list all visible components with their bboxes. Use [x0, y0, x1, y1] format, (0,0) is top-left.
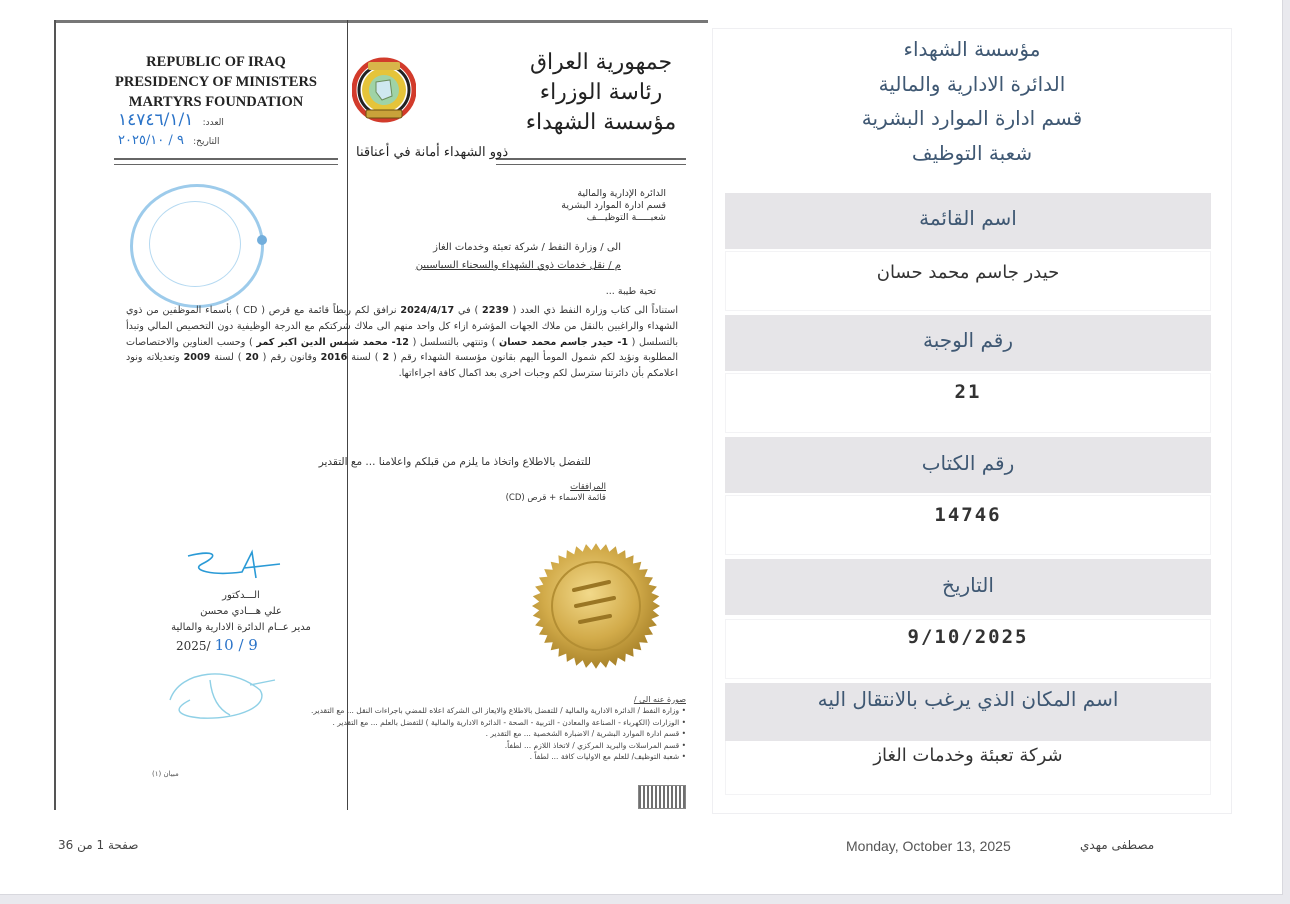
dept-line: الدائرة الإدارية والمالية	[577, 188, 666, 199]
body-text: ) لسنة	[347, 352, 383, 364]
card-header	[713, 29, 1231, 170]
cc-item: • الوزارات (الكهرباء - الصناعة والمعادن - التربية - الصحة - الدائرة الادارية والمالية ) للتفضل بالعلم ... مع التقدير .	[332, 717, 686, 727]
letterhead-ar-line: مؤسسة الشهداء	[525, 110, 677, 135]
greeting: تحية طيبة ...	[605, 286, 656, 297]
page-indicator: صفحة 1 من 36	[58, 838, 139, 852]
letterhead-ar-line: رئاسة الوزراء	[539, 80, 663, 105]
blue-official-stamp	[130, 184, 264, 308]
letter-fold-line	[347, 20, 348, 810]
letter-body	[126, 303, 678, 382]
letterhead-english	[106, 52, 326, 112]
letter-number-label: رقم الكتاب	[725, 437, 1211, 493]
reference-date-handwritten: ٩ / ٢٠٢٥/١٠	[118, 133, 184, 148]
attachments	[396, 482, 606, 504]
reference-number	[118, 110, 298, 130]
card-header-line: شعبة التوظيف	[911, 140, 1033, 165]
signatory-date	[176, 636, 262, 654]
cc-item-text: قسم ادارة الموارد البشرية / الاضبارة الشخصية ... مع التقدير .	[485, 729, 680, 739]
body-law-year: 2016	[320, 352, 348, 364]
info-card	[712, 28, 1232, 814]
body-last-name: 12- محمد شمس الدين اكبر كمر	[256, 336, 409, 348]
list-name-label: اسم القائمة	[725, 193, 1211, 249]
desired-location-label: اسم المكان الذي يرغب بالانتقال اليه	[725, 683, 1211, 741]
body-ref-date: 2024/4/17	[400, 305, 455, 316]
card-header-line: مؤسسة الشهداء	[903, 37, 1041, 61]
body-law2-year: 2009	[183, 352, 211, 364]
reference-number-handwritten: ١٤٧٤٦/١/١	[118, 110, 194, 130]
subject-line: م / نقل خدمات ذوي الشهداء والسجناء السياسيين	[415, 260, 621, 271]
desired-location-value: شركة تعبئة وخدمات الغاز	[725, 741, 1211, 795]
body-text: وقانون رقم (	[258, 352, 321, 364]
header-rule-left	[114, 158, 338, 165]
handwritten-signature	[182, 546, 282, 586]
body-text: ) وحسب العناوين والاختصاصات المطلوبة ونؤيد لكم شمول المومأ اليهم بقانون مؤسسة الشهداء رقم (	[126, 336, 678, 364]
date-value: 9/10/2025	[725, 619, 1211, 679]
attachments-item: قائمة الاسماء + قرص (CD)	[505, 493, 606, 503]
foundation-emblem-logo	[352, 52, 416, 138]
form-number: مبيان (١)	[152, 770, 179, 778]
letter-number-value: 14746	[725, 495, 1211, 555]
scanned-letter	[54, 20, 708, 810]
signatory-position: مدير عــام الدائرة الادارية والمالية	[171, 622, 311, 633]
cc-item: • وزارة النفط / الدائرة الادارية والمالية / للتفضل بالاطلاع والايعاز الى الشركة اعلاه للمضي باجراءات النقل ... مع التقدير.	[311, 706, 686, 716]
header-rule-right	[496, 158, 686, 165]
cc-item-text: الوزارات (الكهرباء - الصناعة والمعادن - التربية - الصحة - الدائرة الادارية والمالية ) للتفضل بالعلم ... مع التقدير .	[332, 717, 680, 727]
cc-item-text: قسم المراسلات والبريد المركزي / لاتخاذ اللازم ... لطفاً.	[504, 740, 680, 750]
letterhead-motto: ذوو الشهداء أمانة في أعناقنا	[356, 145, 509, 160]
signatory-date-handwritten: 10 / 9	[214, 636, 258, 654]
body-text: ) لسنة	[210, 352, 246, 364]
gold-embossed-seal	[514, 540, 678, 672]
closing-line: للتفضل بالاطلاع واتخاذ ما يلزم من قبلكم واعلامنا ... مع التقدير	[318, 456, 591, 468]
issuing-department	[456, 188, 666, 224]
signatory-name: علي هـــادي محسن	[200, 606, 282, 617]
letterhead-en-line: MARTYRS FOUNDATION	[128, 94, 304, 110]
printed-date: Monday, October 13, 2025	[846, 838, 1011, 854]
letterhead-arabic	[511, 48, 691, 138]
body-text: استناداً الى كتاب وزارة النفط ذي العدد (	[508, 305, 678, 316]
date-label: التاريخ	[725, 559, 1211, 615]
reference-date	[118, 133, 298, 148]
letter-top-border	[56, 20, 708, 23]
body-text: ) في	[454, 305, 483, 316]
letterhead-en-line: PRESIDENCY OF MINISTERS	[115, 74, 317, 90]
card-header-line: الدائرة الادارية والمالية	[878, 71, 1066, 96]
signatory-block	[116, 588, 366, 636]
batch-number-value: 21	[725, 373, 1211, 433]
recipient-line: الى / وزارة النفط / شركة تعبئة وخدمات الغاز	[433, 242, 621, 253]
batch-number-label: رقم الوجبة	[725, 315, 1211, 371]
carbon-copy-list	[226, 694, 686, 762]
letterhead-ar-line: جمهورية العراق	[529, 50, 673, 75]
dept-line: قسم ادارة الموارد البشرية	[561, 200, 666, 211]
stamp-eagle-emblem	[149, 201, 241, 287]
letterhead-en-line: REPUBLIC OF IRAQ	[146, 54, 286, 70]
card-header-line: قسم ادارة الموارد البشرية	[861, 106, 1083, 130]
body-law-number: 2	[382, 352, 390, 364]
body-text: ) وتنتهي بالتسلسل (	[408, 336, 500, 348]
user-name: مصطفى مهدي	[1080, 838, 1155, 852]
reference-date-label: التاريخ:	[193, 137, 220, 147]
body-text: نرافق لكم ربطاً قائمة مع قرص ( CD ) بأسماء الموظفين من ذوي الشهداء والراغبين بالنقل من ملاك الجهات المؤشرة ازاء كل واحد منهم الى ملاك شركتكم مع الدرجة الوظيفية دون التخصيص المالي وتبدأ بالتسلسل (	[126, 305, 679, 348]
signatory-date-printed: 2025/	[176, 639, 211, 653]
cc-item: • قسم ادارة الموارد البشرية / الاضبارة الشخصية ... مع التقدير .	[485, 729, 686, 739]
signatory-title: الـــدكتور	[222, 590, 260, 601]
body-ref-number: 2239	[482, 305, 509, 316]
cc-item-text: وزارة النفط / الدائرة الادارية والمالية / للتفضل بالاطلاع والايعاز الى الشركة اعلاه للمضي باجراءات النقل ... مع التقدير.	[311, 706, 680, 716]
body-first-name: 1- حيدر جاسم محمد حسان	[499, 336, 629, 348]
list-name-value: حيدر جاسم محمد حسان	[725, 251, 1211, 311]
body-law2-number: 20	[245, 352, 259, 364]
body-text: وتعديلاته ونود اعلامكم بأن دائرتنا سترسل لكم وجبات اخرى بعد اكمال كافة اجراءاتها.	[126, 352, 678, 380]
cc-title: صورة عنه الى /	[633, 695, 686, 704]
qr-code	[638, 785, 686, 809]
cc-item: • شعبة التوظيف/ للعلم مع الاوليات كافة ... لطفاً .	[529, 752, 686, 762]
dept-line: شعبـــــة التوظيـــف	[586, 212, 666, 223]
cc-item: • قسم المراسلات والبريد المركزي / لاتخاذ اللازم ... لطفاً.	[504, 740, 686, 750]
cc-item-text: شعبة التوظيف/ للعلم مع الاوليات كافة ... لطفاً .	[529, 752, 680, 762]
reference-number-label: العدد:	[202, 118, 224, 128]
attachments-title: المرافقات	[570, 482, 606, 492]
